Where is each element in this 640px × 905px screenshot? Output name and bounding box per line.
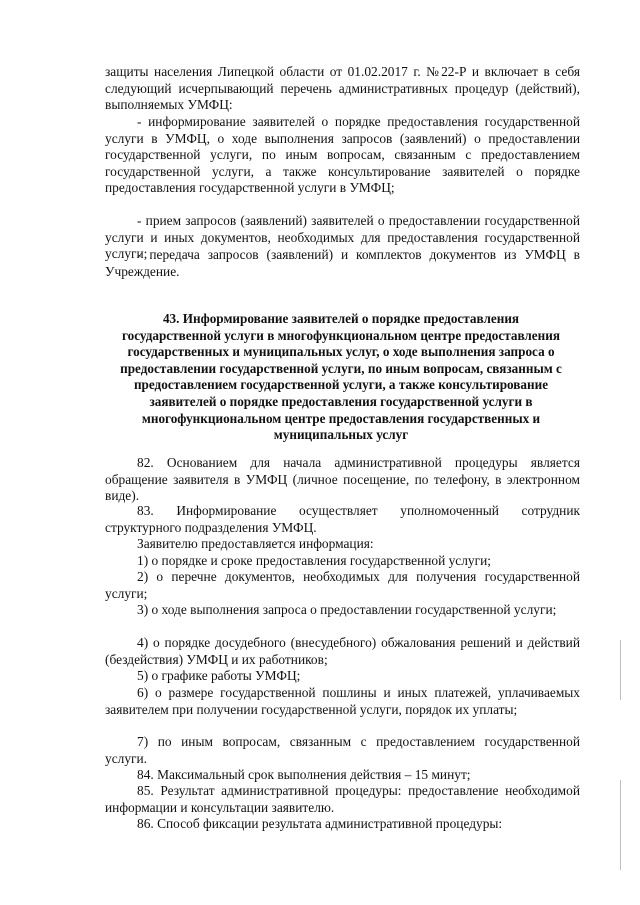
scan-artifact-line [620, 640, 621, 700]
list-item-reception: - прием запросов (заявлений) заявителей о предоставлении государственной услуги и иных документов, необходимых для предоставления государственной услуги; [105, 213, 580, 262]
paragraph-intro: защиты населения Липецкой области от 01.02.2017 г. №22-Р и включает в себя следующий исчерпывающий перечень административных процедур (действий), выполняемых УМФЦ: [105, 64, 580, 113]
info-item-1: 1) о порядке и сроке предоставления государственной услуги; [137, 553, 492, 568]
paragraph-84: 84. Максимальный срок выполнения действия – 15 минут; [137, 767, 471, 782]
list-item-transfer: - передача запросов (заявлений) и комплектов документов из УМФЦ в Учреждение. [105, 247, 580, 279]
paragraph-82: 82. Основанием для начала административной процедуры является обращение заявителя в УМФЦ (личное посещение, по телефону, в электронном виде). [105, 455, 580, 504]
section-heading: 43. Информирование заявителей о порядке предоставления государственной услуги в многофункциональном центре предоставления государственных и муниципальных услуг, о ходе выполнения запроса о предоставлении государственной услуги, по иным вопросам, связанным с предоставлением государственной услуги, а также консультирование заявителей о порядке предоставления государственной услуги в многофункциональном центре предоставления государственных и муниципальных услуг [120, 311, 562, 443]
list-item-informing: - информирование заявителей о порядке предоставления государственной услуги в УМФЦ, о ходе выполнения запросов (заявлений) о предоставлении государственной услуги, по иным вопросам, связанным с предоставлением государственной услуги, а также консультирование заявителей о порядке предоставления государственной услуги в УМФЦ; [105, 114, 580, 196]
paragraph-85: 85. Результат административной процедуры: предоставление необходимой информации и консультации заявителю. [105, 783, 580, 815]
paragraph-86: 86. Способ фиксации результата административной процедуры: [137, 816, 503, 831]
info-item-4: 4) о порядке досудебного (внесудебного) обжалования решений и действий (бездействия) УМФЦ и их работников; [105, 635, 580, 667]
info-item-3: 3) о ходе выполнения запроса о предоставлении государственной услуги; [137, 602, 557, 617]
scan-artifact-line [620, 780, 621, 870]
info-item-7: 7) по иным вопросам, связанным с предоставлением государственной услуги. [105, 734, 580, 766]
paragraph-83: 83. Информирование осуществляет уполномоченный сотрудник структурного подразделения УМФЦ. [105, 503, 580, 535]
info-item-2: 2) о перечне документов, необходимых для получения государственной услуги; [105, 569, 580, 601]
info-item-6: 6) о размере государственной пошлины и иных платежей, уплачиваемых заявителем при получении государственной услуги, порядок их уплаты; [105, 685, 580, 717]
info-item-5: 5) о графике работы УМФЦ; [137, 668, 301, 683]
paragraph-info-intro: Заявителю предоставляется информация: [137, 536, 374, 551]
